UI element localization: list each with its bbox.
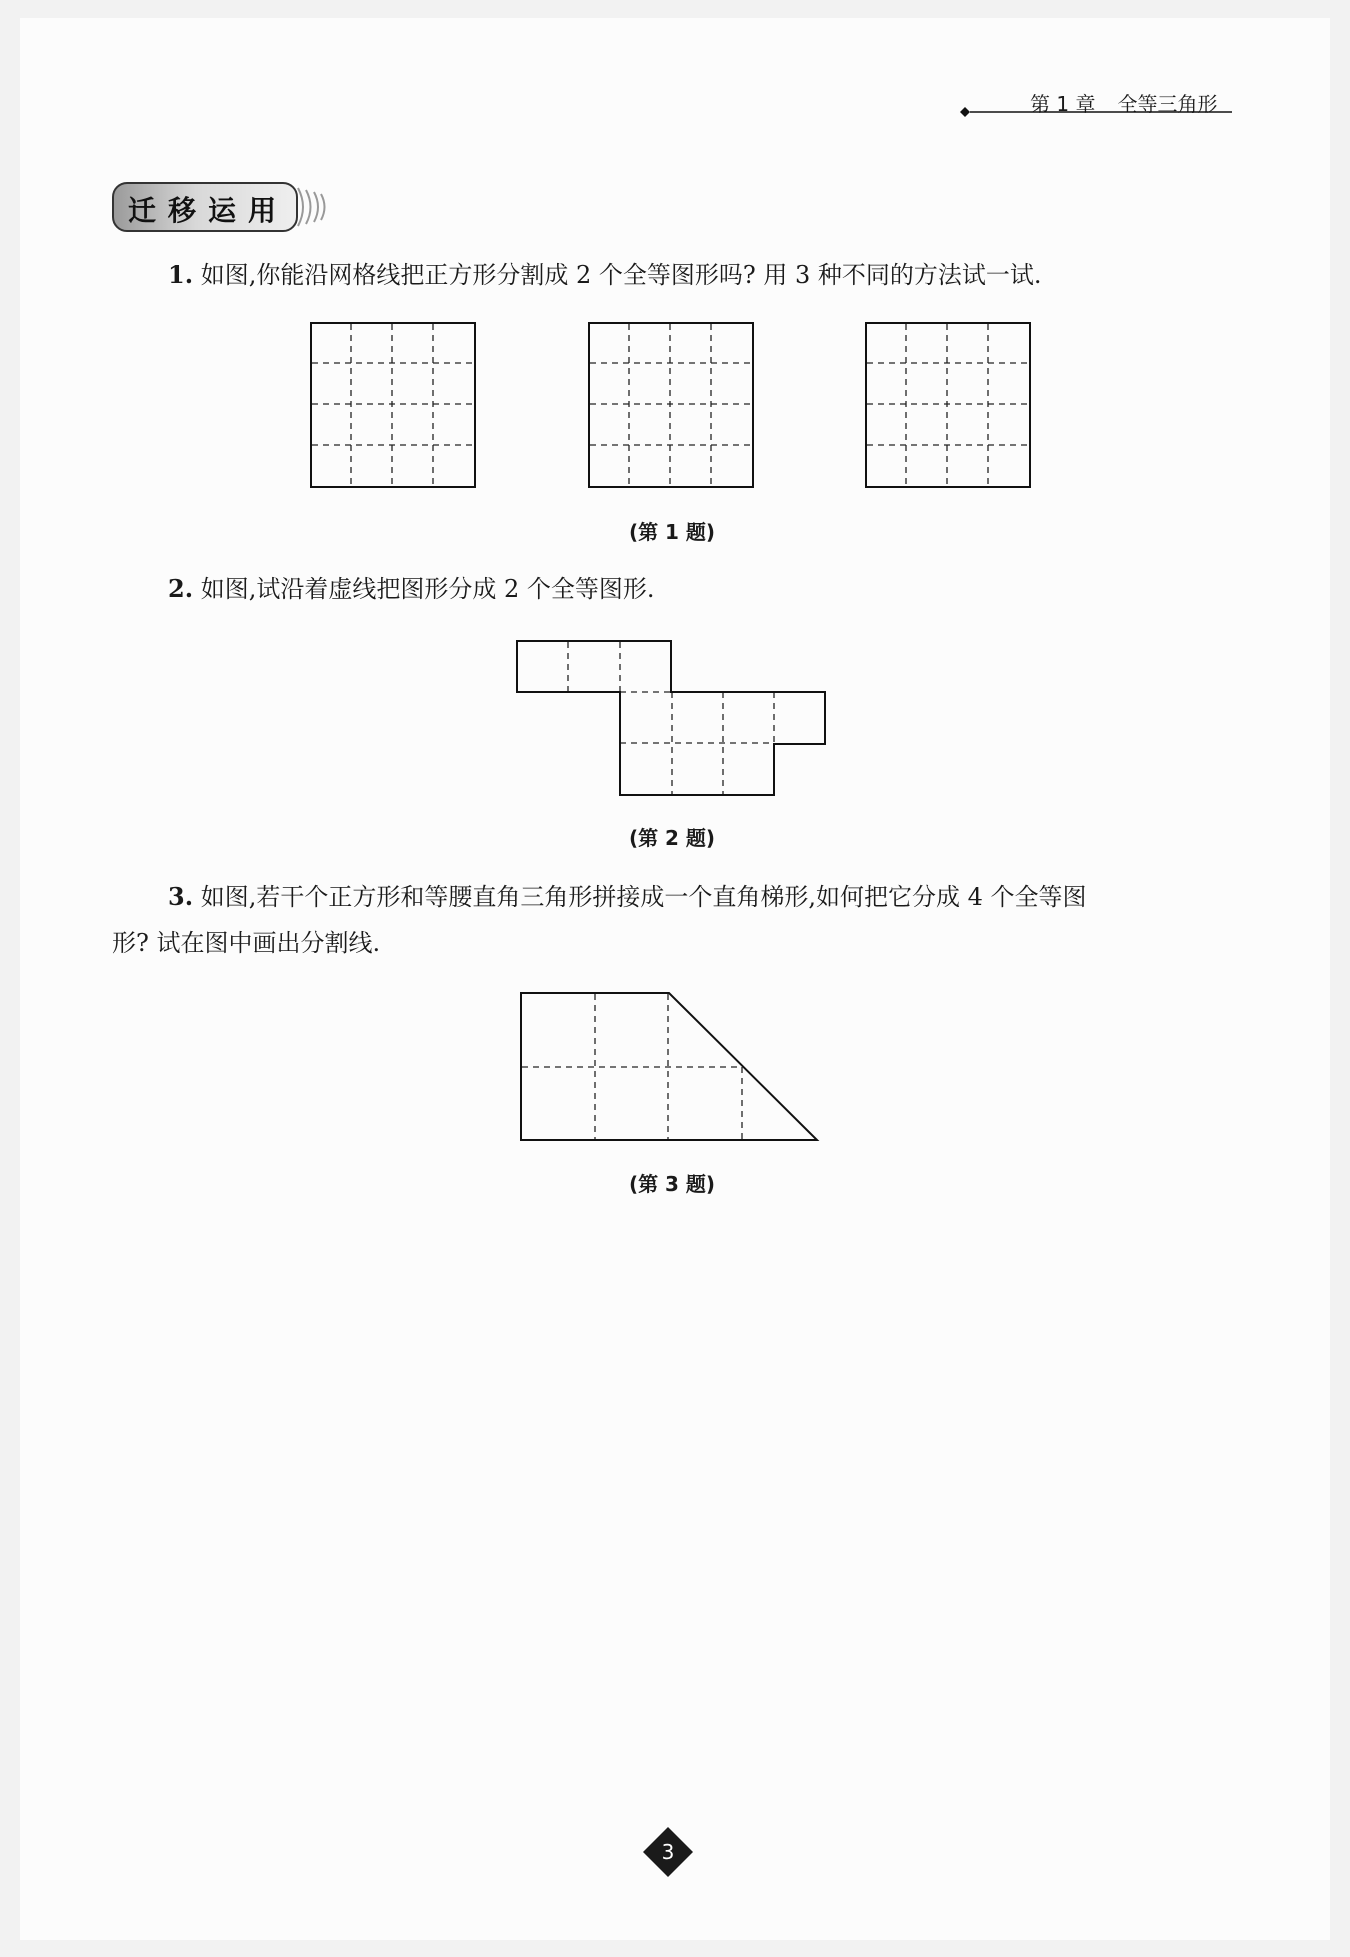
question-1 [168,252,1042,298]
header-rule [960,106,1236,118]
question-text: 如图,你能沿网格线把正方形分割成 2 个全等图形吗? 用 3 种不同的方法试一试. [200,261,1042,289]
figure-caption-1: (第 1 题) [628,520,716,544]
page [20,18,1330,1940]
question-3-line-2: 形? 试在图中画出分割线. [112,929,381,957]
grid-square-2 [588,322,756,490]
diamond-bullet-icon [960,107,970,117]
question-number: 1. [168,260,194,289]
question-number: 3. [168,882,194,911]
figure-caption-2: (第 2 题) [628,826,716,850]
figure-caption-3: (第 3 题) [628,1172,716,1196]
section-badge-label: 迁移运用 [128,194,289,227]
chapter-number: 第 1 章 [1030,92,1096,116]
question-text: 如图,试沿着虚线把图形分成 2 个全等图形. [200,575,655,603]
question-text: 如图,若干个正方形和等腰直角三角形拼接成一个直角梯形,如何把它分成 4 个全等图 [200,883,1087,911]
grid-square-3 [865,322,1033,490]
page-number: 3 [661,1840,675,1864]
grid-square-1 [310,322,478,490]
chapter-title: 全等三角形 [1117,92,1218,116]
question-number: 2. [168,574,194,603]
stepped-shape-figure [516,640,828,798]
question-2 [168,566,655,612]
question-3-line-1 [168,874,1087,920]
right-trapezoid-figure [520,992,822,1142]
